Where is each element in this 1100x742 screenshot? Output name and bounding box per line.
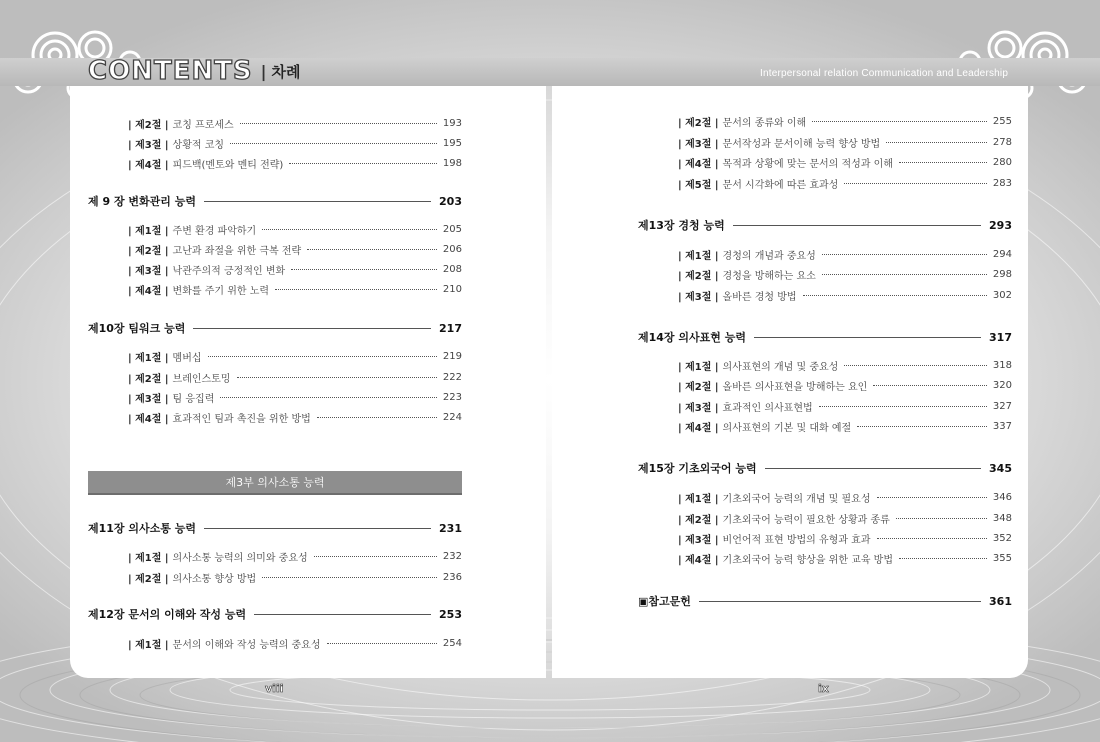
toc-section[interactable]	[678, 378, 1012, 392]
dot-leader	[327, 643, 437, 644]
chapter-rule	[754, 337, 981, 338]
section-title: 의사표현의 개념 및 중요성	[722, 361, 839, 373]
contents-title: CONTENTS	[88, 56, 253, 86]
references-title: ▣참고문헌	[638, 595, 691, 608]
section-title: 올바른 경청 방법	[722, 291, 797, 303]
section-label: | 제1절 |	[678, 250, 719, 262]
section-title: 기초외국어 능력의 개념 및 필요성	[722, 493, 871, 505]
chapter-page: 293	[989, 218, 1012, 232]
section-label: | 제4절 |	[678, 422, 719, 434]
section-label: | 제1절 |	[678, 493, 719, 505]
toc-chapter[interactable]	[88, 193, 462, 209]
toc-section[interactable]	[128, 636, 462, 650]
section-label: | 제3절 |	[128, 139, 169, 151]
section-label: | 제2절 |	[128, 245, 169, 257]
page-number: 210	[442, 283, 462, 295]
section-label: | 제3절 |	[678, 291, 719, 303]
toc-section[interactable]	[128, 370, 462, 384]
dot-leader	[291, 269, 437, 270]
toc-section[interactable]	[678, 551, 1012, 565]
section-label: | 제1절 |	[678, 361, 719, 373]
header-title-group	[88, 56, 301, 86]
dot-leader	[844, 365, 987, 366]
toc-section[interactable]	[678, 531, 1012, 545]
chapter-title: 제13장 경청 능력	[638, 219, 725, 232]
page-number: 208	[442, 263, 462, 275]
toc-section[interactable]	[678, 176, 1012, 190]
toc-references[interactable]	[638, 593, 1012, 609]
dot-leader	[307, 249, 437, 250]
chapter-title: 제15장 기초외국어 능력	[638, 462, 757, 475]
toc-section[interactable]	[128, 116, 462, 130]
series-title: Interpersonal relation Communication and Leadership	[760, 68, 1009, 79]
references-page: 361	[989, 594, 1012, 608]
chapter-page: 231	[439, 521, 462, 535]
section-label: | 제3절 |	[678, 534, 719, 546]
section-title: 변화를 주기 위한 노력	[172, 285, 270, 297]
section-label: | 제3절 |	[678, 138, 719, 150]
page-number: 302	[992, 289, 1012, 301]
folio-left: viii	[265, 682, 284, 695]
korean-title: 차례	[271, 62, 301, 81]
section-title: 코칭 프로세스	[172, 119, 234, 131]
dot-leader	[230, 143, 437, 144]
section-title: 상황적 코칭	[172, 139, 225, 151]
section-title: 피드백(멘토와 멘티 전략)	[172, 159, 284, 171]
chapter-rule	[765, 468, 981, 469]
chapter-page: 317	[989, 330, 1012, 344]
page-number: 355	[992, 552, 1012, 564]
toc-section[interactable]	[678, 114, 1012, 128]
toc-section[interactable]	[128, 242, 462, 256]
toc-section[interactable]	[128, 156, 462, 170]
page-number: 236	[442, 571, 462, 583]
section-title: 문서 시각화에 따른 효과성	[722, 179, 839, 191]
dot-leader	[822, 254, 987, 255]
section-title: 의사소통 향상 방법	[172, 573, 257, 585]
page-number: 222	[442, 371, 462, 383]
toc-section[interactable]	[678, 490, 1012, 504]
section-label: | 제5절 |	[678, 179, 719, 191]
chapter-page: 203	[439, 194, 462, 208]
section-label: | 제3절 |	[128, 393, 169, 405]
section-label: | 제1절 |	[128, 225, 169, 237]
section-label: | 제4절 |	[678, 554, 719, 566]
chapter-title: 제14장 의사표현 능력	[638, 331, 746, 344]
dot-leader	[877, 497, 987, 498]
section-title: 브레인스토밍	[172, 373, 231, 385]
page-number: 223	[442, 391, 462, 403]
section-label: | 제4절 |	[128, 159, 169, 171]
toc-chapter[interactable]	[638, 217, 1012, 233]
dot-leader	[317, 417, 437, 418]
page-number: 280	[992, 156, 1012, 168]
page-number: 352	[992, 532, 1012, 544]
chapter-title: 제 9 장 변화관리 능력	[88, 195, 196, 208]
dot-leader	[812, 121, 987, 122]
page-number: 294	[992, 248, 1012, 260]
page-number: 198	[442, 157, 462, 169]
toc-section[interactable]	[128, 136, 462, 150]
dot-leader	[857, 426, 987, 427]
dot-leader	[896, 518, 987, 519]
page-number: 348	[992, 512, 1012, 524]
toc-section[interactable]	[128, 410, 462, 424]
section-title: 의사표현의 기본 및 대화 예절	[722, 422, 852, 434]
page-number: 346	[992, 491, 1012, 503]
section-title: 효과적인 의사표현법	[722, 402, 813, 414]
section-label: | 제2절 |	[128, 373, 169, 385]
section-label: | 제2절 |	[128, 119, 169, 131]
dot-leader	[208, 356, 437, 357]
dot-leader	[873, 385, 987, 386]
page-number: 254	[442, 637, 462, 649]
toc-section[interactable]	[128, 570, 462, 584]
page-number: 205	[442, 223, 462, 235]
dot-leader	[899, 558, 987, 559]
page-number: 219	[442, 350, 462, 362]
page-number: 320	[992, 379, 1012, 391]
dot-leader	[262, 577, 437, 578]
toc-section[interactable]	[128, 222, 462, 236]
page-number: 206	[442, 243, 462, 255]
dot-leader	[240, 123, 437, 124]
toc-section[interactable]	[128, 282, 462, 296]
section-label: | 제1절 |	[128, 552, 169, 564]
section-title: 올바른 의사표현을 방해하는 요인	[722, 381, 868, 393]
section-title: 비언어적 표현 방법의 유형과 효과	[722, 534, 871, 546]
chapter-page: 345	[989, 461, 1012, 475]
section-label: | 제4절 |	[128, 285, 169, 297]
chapter-title: 제11장 의사소통 능력	[88, 522, 196, 535]
toc-section[interactable]	[678, 358, 1012, 372]
chapter-rule	[733, 225, 981, 226]
title-separator: |	[260, 61, 267, 81]
chapter-rule	[204, 201, 431, 202]
dot-leader	[220, 397, 437, 398]
section-label: | 제2절 |	[128, 573, 169, 585]
section-title: 문서의 종류와 이해	[722, 117, 807, 129]
section-title: 낙관주의적 긍정적인 변화	[172, 265, 286, 277]
section-title: 기초외국어 능력 향상을 위한 교육 방법	[722, 554, 894, 566]
section-title: 효과적인 팀과 촉진을 위한 방법	[172, 413, 311, 425]
chapter-title: 제10장 팀워크 능력	[88, 322, 186, 335]
section-label: | 제1절 |	[128, 352, 169, 364]
toc-section[interactable]	[678, 288, 1012, 302]
toc-chapter[interactable]	[638, 329, 1012, 345]
section-label: | 제1절 |	[128, 639, 169, 651]
section-title: 문서작성과 문서이해 능력 향상 방법	[722, 138, 881, 150]
page-number: 318	[992, 359, 1012, 371]
folio-right: ix	[818, 682, 829, 695]
page-number: 298	[992, 268, 1012, 280]
dot-leader	[237, 377, 437, 378]
toc-section[interactable]	[678, 511, 1012, 525]
toc-section[interactable]	[678, 247, 1012, 261]
dot-leader	[886, 142, 987, 143]
section-label: | 제3절 |	[128, 265, 169, 277]
page-number: 193	[442, 117, 462, 129]
dot-leader	[289, 163, 437, 164]
section-label: | 제2절 |	[678, 270, 719, 282]
section-title: 기초외국어 능력이 필요한 상황과 종류	[722, 514, 890, 526]
section-label: | 제4절 |	[128, 413, 169, 425]
chapter-page: 253	[439, 607, 462, 621]
toc-section[interactable]	[678, 135, 1012, 149]
section-title: 경청의 개념과 중요성	[722, 250, 816, 262]
section-label: | 제3절 |	[678, 402, 719, 414]
section-title: 주변 환경 파악하기	[172, 225, 257, 237]
toc-chapter[interactable]	[88, 520, 462, 536]
chapter-rule	[193, 328, 431, 329]
section-label: | 제4절 |	[678, 158, 719, 170]
page-number: 337	[992, 420, 1012, 432]
page-number: 224	[442, 411, 462, 423]
dot-leader	[314, 556, 437, 557]
toc-section[interactable]	[128, 349, 462, 363]
section-title: 의사소통 능력의 의미와 중요성	[172, 552, 308, 564]
dot-leader	[877, 538, 987, 539]
toc-section[interactable]	[128, 390, 462, 404]
toc-section[interactable]	[678, 419, 1012, 433]
toc-section[interactable]	[678, 267, 1012, 281]
section-title: 경청을 방해하는 요소	[722, 270, 816, 282]
toc-section[interactable]	[678, 399, 1012, 413]
section-title: 문서의 이해와 작성 능력의 중요성	[172, 639, 321, 651]
chapter-rule	[254, 614, 431, 615]
section-label: | 제2절 |	[678, 514, 719, 526]
section-title: 목적과 상황에 맞는 문서의 적성과 이해	[722, 158, 894, 170]
chapter-title: 제12장 문서의 이해와 작성 능력	[88, 608, 247, 621]
dot-leader	[803, 295, 987, 296]
dot-leader	[899, 162, 987, 163]
toc-section[interactable]	[128, 262, 462, 276]
dot-leader	[262, 229, 437, 230]
dot-leader	[819, 406, 987, 407]
toc-chapter[interactable]	[638, 460, 1012, 476]
toc-chapter[interactable]	[88, 606, 462, 622]
section-label: | 제2절 |	[678, 381, 719, 393]
dot-leader	[822, 274, 987, 275]
toc-chapter[interactable]	[88, 320, 462, 336]
dot-leader	[275, 289, 437, 290]
page-number: 278	[992, 136, 1012, 148]
section-title: 팀 응집력	[172, 393, 215, 405]
page-number: 255	[992, 115, 1012, 127]
section-label: | 제2절 |	[678, 117, 719, 129]
page-number: 283	[992, 177, 1012, 189]
toc-section[interactable]	[128, 549, 462, 563]
chapter-rule	[699, 601, 981, 602]
dot-leader	[844, 183, 987, 184]
section-title: 멤버십	[172, 352, 202, 364]
page-number: 232	[442, 550, 462, 562]
chapter-page: 217	[439, 321, 462, 335]
page-number: 327	[992, 400, 1012, 412]
part-band: 제3부 의사소통 능력	[88, 471, 462, 495]
page-number: 195	[442, 137, 462, 149]
toc-section[interactable]	[678, 155, 1012, 169]
chapter-rule	[204, 528, 431, 529]
section-title: 고난과 좌절을 위한 극복 전략	[172, 245, 302, 257]
